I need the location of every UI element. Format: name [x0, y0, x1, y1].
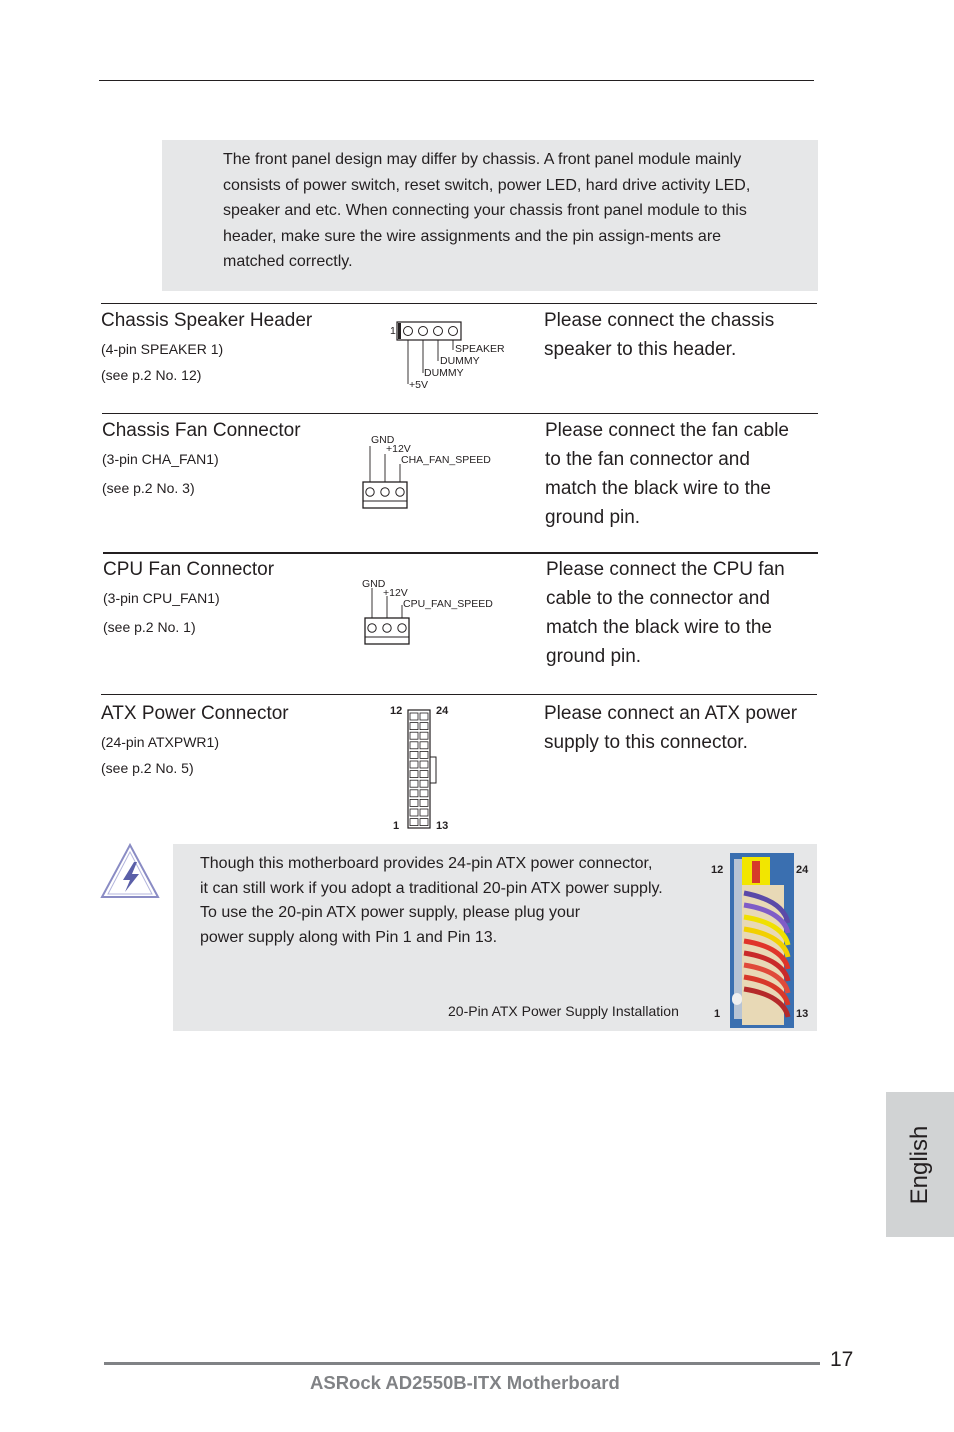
atx-connector-diagram	[406, 708, 440, 832]
cha-fan-12v-label: +12V	[386, 443, 411, 455]
speaker-title: Chassis Speaker Header	[101, 310, 313, 331]
atx-pin-12-label: 12	[390, 705, 403, 717]
note-line: speaker and etc. When connecting your chassis front panel module to this	[223, 202, 747, 219]
desc-line: to the fan connector and	[545, 449, 750, 470]
atx-photo-caption: 20-Pin ATX Power Supply Installation	[448, 1003, 679, 1019]
atx-pin	[410, 799, 418, 806]
speaker-pin-label-dummy: DUMMY	[424, 367, 464, 379]
atx-pin	[420, 723, 428, 730]
atx-pin	[410, 742, 418, 749]
atx-pin-13-label: 13	[436, 820, 449, 832]
speaker-section-rule	[101, 303, 817, 304]
atx-pin	[420, 751, 428, 758]
speaker-page-ref: (see p.2 No. 12)	[101, 367, 202, 383]
cpu-fan-12v-label: +12V	[383, 587, 408, 599]
photo-pin-1-label: 1	[714, 1008, 721, 1020]
desc-line: Please connect an ATX power	[544, 703, 798, 724]
note-line: header, make sure the wire assignments and the pin assign-ments are	[223, 227, 722, 245]
cha-fan-page-ref: (see p.2 No. 3)	[102, 480, 195, 496]
atx-pin	[420, 809, 428, 816]
note-line: matched correctly.	[223, 253, 353, 270]
atx-pin	[420, 790, 428, 797]
atx-pin	[420, 761, 428, 768]
page-number: 17	[830, 1348, 854, 1371]
desc-line: match the black wire to the	[545, 478, 771, 499]
cpu-fan-description	[546, 555, 785, 671]
speaker-pin-label-5v: +5V	[409, 379, 428, 391]
atx-pin	[420, 780, 428, 787]
desc-line: cable to the connector and	[546, 588, 770, 609]
atx-pin	[420, 819, 428, 826]
atx-pin	[420, 771, 428, 778]
atx-installation-photo	[730, 853, 794, 1028]
front-panel-note-text	[223, 147, 750, 275]
desc-line: supply to this connector.	[544, 732, 748, 753]
speaker-pin-label-dummy: DUMMY	[440, 355, 480, 367]
cpu-fan-title: CPU Fan Connector	[103, 559, 275, 580]
cha-fan-pin-label: (3-pin CHA_FAN1)	[102, 451, 219, 467]
note-line: The front panel design may differ by chassis. A front panel module mainly	[223, 151, 742, 168]
cpu-fan-speed-label: CPU_FAN_SPEED	[403, 598, 493, 610]
note-line: power supply along with Pin 1 and Pin 13.	[200, 928, 498, 946]
footer-title: ASRock AD2550B-ITX Motherboard	[310, 1372, 620, 1393]
atx-pin	[410, 732, 418, 739]
footer-rule	[104, 1362, 820, 1365]
desc-line: Please connect the fan cable	[545, 420, 790, 441]
note-line: it can still work if you adopt a traditional 20-pin ATX power supply.	[200, 879, 663, 897]
atx-pin-label: (24-pin ATXPWR1)	[101, 734, 219, 750]
cpu-fan-page-ref: (see p.2 No. 1)	[103, 619, 196, 635]
atx-description	[544, 699, 797, 757]
atx-pin	[410, 713, 418, 720]
desc-line: ground pin.	[546, 646, 642, 667]
desc-line: Please connect the chassis	[544, 310, 775, 331]
photo-pin-12-label: 12	[711, 864, 724, 876]
note-line: consists of power switch, reset switch, power LED, hard drive activity LED,	[223, 176, 751, 194]
atx-note-text	[200, 852, 663, 950]
cha-fan-speed-label: CHA_FAN_SPEED	[401, 454, 491, 466]
cha-fan-gnd-label: GND	[371, 434, 395, 446]
speaker-description	[544, 306, 774, 364]
desc-line: ground pin.	[545, 507, 641, 528]
cpu-fan-gnd-label: GND	[362, 578, 386, 590]
language-tab-label: English	[906, 1125, 933, 1204]
atx-pin	[420, 799, 428, 806]
desc-line: speaker to this header.	[544, 339, 737, 360]
cpu-fan-pin-label: (3-pin CPU_FAN1)	[103, 590, 220, 606]
atx-pin	[410, 780, 418, 787]
warning-icon	[99, 842, 161, 900]
atx-pin	[410, 723, 418, 730]
atx-pin	[420, 713, 428, 720]
atx-pin	[410, 761, 418, 768]
atx-pin	[410, 751, 418, 758]
cha-fan-title: Chassis Fan Connector	[102, 420, 301, 441]
atx-page-ref: (see p.2 No. 5)	[101, 760, 194, 776]
note-line: Though this motherboard provides 24-pin ATX power connector,	[200, 855, 653, 872]
cpu-fan-section-rule	[103, 552, 818, 554]
speaker-pin-label: (4-pin SPEAKER 1)	[101, 341, 224, 357]
note-line: To use the 20-pin ATX power supply, please plug your	[200, 904, 581, 921]
atx-pin	[410, 790, 418, 797]
atx-pin	[410, 809, 418, 816]
cha-fan-section-rule	[102, 413, 818, 414]
atx-section-rule	[101, 694, 817, 695]
cha-fan-description	[545, 416, 789, 532]
speaker-pin-label-speaker: SPEAKER	[455, 343, 505, 355]
atx-pin	[420, 742, 428, 749]
atx-pin	[410, 819, 418, 826]
atx-pin-24-label: 24	[436, 705, 449, 717]
photo-pin-13-label: 13	[796, 1008, 809, 1020]
speaker-pin1-label: 1	[390, 325, 396, 337]
atx-pin-1-label: 1	[393, 820, 400, 832]
atx-pin	[410, 771, 418, 778]
desc-line: Please connect the CPU fan	[546, 559, 785, 580]
photo-pin-24-label: 24	[796, 864, 809, 876]
atx-pin	[420, 732, 428, 739]
top-rule	[99, 80, 814, 81]
atx-title: ATX Power Connector	[101, 703, 289, 724]
desc-line: match the black wire to the	[546, 617, 772, 638]
language-tab	[886, 1092, 954, 1237]
